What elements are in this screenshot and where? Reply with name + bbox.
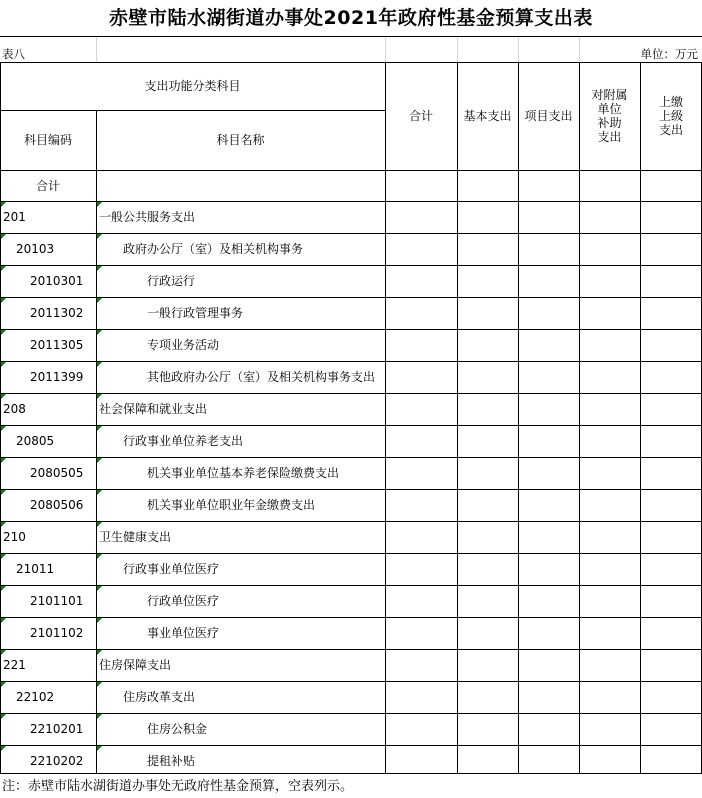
cell-marker-icon (97, 330, 102, 335)
cell-marker-icon (1, 746, 6, 751)
row-rule (0, 585, 702, 586)
row-code: 221 (3, 658, 26, 672)
page-title: 赤壁市陆水湖街道办事处2021年政府性基金预算支出表 (109, 7, 593, 29)
cell-marker-icon (1, 682, 6, 687)
header-superior: 上缴 上级 支出 (658, 95, 683, 137)
cell-marker-icon (1, 394, 6, 399)
cell-marker-icon (1, 298, 6, 303)
row-name: 专项业务活动 (147, 338, 220, 352)
cell-marker-icon (97, 682, 102, 687)
row-code: 2210201 (30, 722, 84, 736)
cell-marker-icon (97, 266, 102, 271)
row-rule (0, 425, 702, 426)
row-name: 住房公积金 (147, 722, 208, 736)
row-name: 机关事业单位基本养老保险缴费支出 (147, 466, 340, 480)
unit-label: 单位：万元 (640, 47, 698, 61)
cell-marker-icon (1, 202, 6, 207)
row-name: 行政事业单位医疗 (123, 562, 220, 576)
cell-marker-icon (97, 426, 102, 431)
header-code: 科目编码 (23, 133, 72, 147)
row-name: 住房保障支出 (99, 658, 172, 672)
row-code: 2210202 (30, 754, 84, 768)
grid-line (385, 37, 386, 62)
row-rule (0, 329, 702, 330)
grid-line (96, 37, 97, 62)
row-name: 机关事业单位职业年金缴费支出 (147, 498, 316, 512)
cell-marker-icon (1, 522, 6, 527)
row-code: 210 (3, 530, 26, 544)
total-row-label: 合计 (35, 179, 60, 193)
row-code: 2080505 (30, 466, 84, 480)
grid-line (518, 37, 519, 62)
row-rule (0, 617, 702, 618)
cell-marker-icon (1, 586, 6, 591)
cell-marker-icon (1, 618, 6, 623)
cell-marker-icon (97, 298, 102, 303)
row-name: 社会保障和就业支出 (99, 402, 208, 416)
row-code: 21011 (16, 562, 55, 576)
footnote: 注：赤壁市陆水湖街道办事处无政府性基金预算，空表列示。 (2, 779, 354, 794)
column-rule (96, 110, 97, 774)
cell-marker-icon (97, 458, 102, 463)
row-name: 住房改革支出 (123, 690, 196, 704)
header-total: 合计 (408, 109, 433, 123)
cell-marker-icon (1, 362, 6, 367)
row-code: 2011302 (30, 306, 84, 320)
cell-marker-icon (97, 618, 102, 623)
cell-marker-icon (97, 554, 102, 559)
row-rule (0, 265, 702, 266)
cell-marker-icon (97, 650, 102, 655)
sheet-label: 表八 (2, 47, 25, 61)
header-subsidy: 对附属 单位 补助 支出 (591, 88, 628, 144)
row-rule (0, 745, 702, 746)
row-rule (0, 553, 702, 554)
row-name: 一般公共服务支出 (99, 210, 196, 224)
cell-marker-icon (97, 202, 102, 207)
row-rule (0, 233, 702, 234)
cell-marker-icon (1, 266, 6, 271)
row-name: 行政事业单位养老支出 (123, 434, 244, 448)
title-divider (0, 36, 702, 37)
header-project: 项目支出 (524, 109, 573, 123)
cell-marker-icon (1, 330, 6, 335)
cell-marker-icon (1, 234, 6, 239)
row-code: 201 (3, 210, 26, 224)
header-category-group: 支出功能分类科目 (144, 79, 241, 93)
row-code: 2080506 (30, 498, 84, 512)
row-code: 20805 (16, 434, 55, 448)
cell-marker-icon (1, 714, 6, 719)
cell-marker-icon (97, 586, 102, 591)
row-name: 政府办公厅（室）及相关机构事务 (123, 242, 304, 256)
row-code: 2011399 (30, 370, 84, 384)
cell-marker-icon (1, 650, 6, 655)
header-name: 科目名称 (216, 133, 265, 147)
row-name: 其他政府办公厅（室）及相关机构事务支出 (147, 370, 376, 384)
row-code: 20103 (16, 242, 55, 256)
cell-marker-icon (97, 746, 102, 751)
row-name: 行政运行 (147, 274, 196, 288)
row-name: 一般行政管理事务 (147, 306, 244, 320)
row-rule (0, 681, 702, 682)
cell-marker-icon (97, 490, 102, 495)
cell-marker-icon (97, 362, 102, 367)
cell-marker-icon (1, 426, 6, 431)
cell-marker-icon (97, 234, 102, 239)
grid-line (457, 37, 458, 62)
cell-marker-icon (97, 394, 102, 399)
row-name: 提租补贴 (147, 754, 196, 768)
row-rule (0, 457, 702, 458)
header-basic: 基本支出 (463, 109, 512, 123)
cell-marker-icon (1, 458, 6, 463)
cell-marker-icon (97, 714, 102, 719)
row-rule (0, 489, 702, 490)
row-name: 行政单位医疗 (147, 594, 220, 608)
row-name: 卫生健康支出 (99, 530, 172, 544)
row-code: 2011305 (30, 338, 84, 352)
row-code: 22102 (16, 690, 55, 704)
row-rule (0, 713, 702, 714)
cell-marker-icon (1, 554, 6, 559)
row-code: 208 (3, 402, 26, 416)
row-code: 2101102 (30, 626, 84, 640)
row-rule (0, 297, 702, 298)
row-code: 2101101 (30, 594, 84, 608)
cell-marker-icon (97, 522, 102, 527)
row-name: 事业单位医疗 (147, 626, 220, 640)
row-code: 2010301 (30, 274, 84, 288)
cell-marker-icon (1, 490, 6, 495)
header-rule (0, 170, 702, 171)
grid-line (579, 37, 580, 62)
